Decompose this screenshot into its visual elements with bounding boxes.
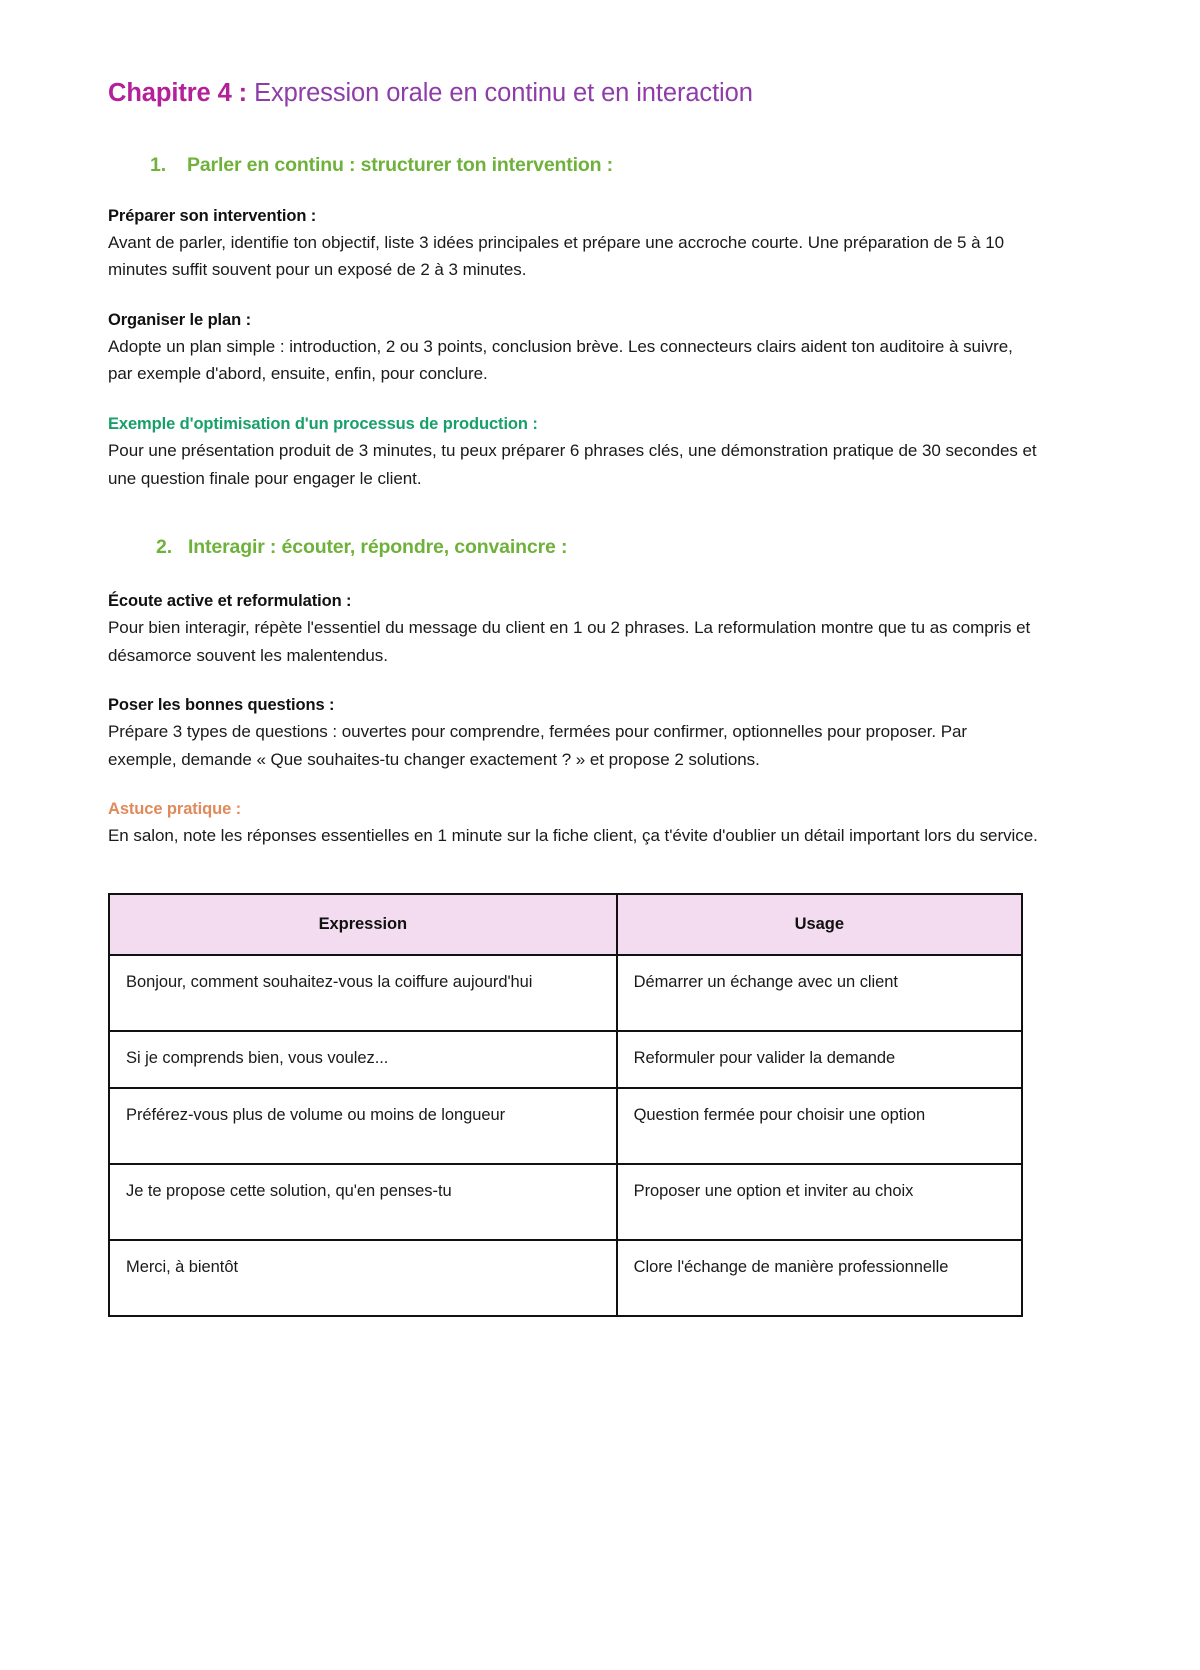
body-text: Pour une présentation produit de 3 minutes, tu peux préparer 6 phrases clés, une démonstration pratique de 30 secondes et une question finale pour engager le client. [108,441,1037,488]
chapter-subject: Expression orale en continu et en interaction [247,79,753,107]
body-text: Prépare 3 types de questions : ouvertes pour comprendre, fermées pour confirmer, optionnelles pour proposer. Par exemple, demande « Que souhaites-tu changer exactement ? » et propose 2 solutions. [108,722,968,769]
table-cell-usage: Question fermée pour choisir une option [617,1088,1022,1164]
table-header-row [109,894,1022,955]
block-organiser-le-plan [108,311,1095,388]
section-title-1: Parler en continu : structurer ton intervention : [187,153,614,176]
body-text: Pour bien interagir, répète l'essentiel du message du client en 1 ou 2 phrases. La reformulation montre que tu as compris et désamorce souvent les malentendus. [108,618,1031,665]
table-cell-expression: Je te propose cette solution, qu'en penses-tu [109,1164,617,1240]
sub-heading-tip: Astuce pratique : [108,800,242,819]
table-row [109,955,1022,1031]
block-exemple-optimisation [108,415,1095,492]
body-text: En salon, note les réponses essentielles en 1 minute sur la fiche client, ça t'évite d'oublier un détail important lors du service. [108,826,1038,846]
table-cell-expression: Merci, à bientôt [109,1240,617,1316]
section-number-2: 2. [156,536,172,559]
sub-heading-example: Exemple d'optimisation d'un processus de production : [108,415,538,433]
table-cell-expression: Si je comprends bien, vous voulez... [109,1031,617,1088]
table-row [109,1240,1022,1316]
body-text: Avant de parler, identifie ton objectif, liste 3 idées principales et prépare une accroche courte. Une préparation de 5 à 10 minutes suffit souvent pour un exposé de 2 à 3 minutes. [108,232,1004,280]
block-preparer-son-intervention [108,207,1095,284]
table-header-expression: Expression [109,894,617,955]
section-title-2: Interagir : écouter, répondre, convaincre : [188,536,568,559]
table-row [109,1031,1022,1088]
table-cell-usage: Démarrer un échange avec un client [617,955,1022,1031]
table-row [109,1088,1022,1164]
table-cell-usage: Clore l'échange de manière professionnelle [617,1240,1022,1316]
table-cell-expression: Bonjour, comment souhaitez-vous la coiffure aujourd'hui [109,955,617,1031]
block-astuce-pratique [108,800,1095,850]
sub-heading: Poser les bonnes questions : [108,696,335,715]
body-text: Adopte un plan simple : introduction, 2 ou 3 points, conclusion brève. Les connecteurs clairs aident ton auditoire à suivre, par exemple d'abord, ensuite, enfin, pour conclure. [108,336,1013,384]
sub-heading: Organiser le plan : [108,310,251,329]
section-number-1: 1. [150,153,166,176]
chapter-label: Chapitre 4 : [108,79,248,107]
block-ecoute-active [108,592,1095,669]
page-title [108,78,1095,110]
table-cell-usage: Proposer une option et inviter au choix [617,1164,1022,1240]
section-heading-2 [108,536,1095,559]
table-row [109,1164,1022,1240]
table-cell-usage: Reformuler pour valider la demande [617,1031,1022,1088]
sub-heading: Écoute active et reformulation : [108,592,352,611]
table-cell-expression: Préférez-vous plus de volume ou moins de longueur [109,1088,617,1164]
section-heading-1 [108,154,1095,177]
block-poser-les-bonnes-questions [108,696,1095,773]
sub-heading: Préparer son intervention : [108,206,317,225]
table-header-usage: Usage [617,894,1022,955]
expression-usage-table [108,893,1023,1317]
